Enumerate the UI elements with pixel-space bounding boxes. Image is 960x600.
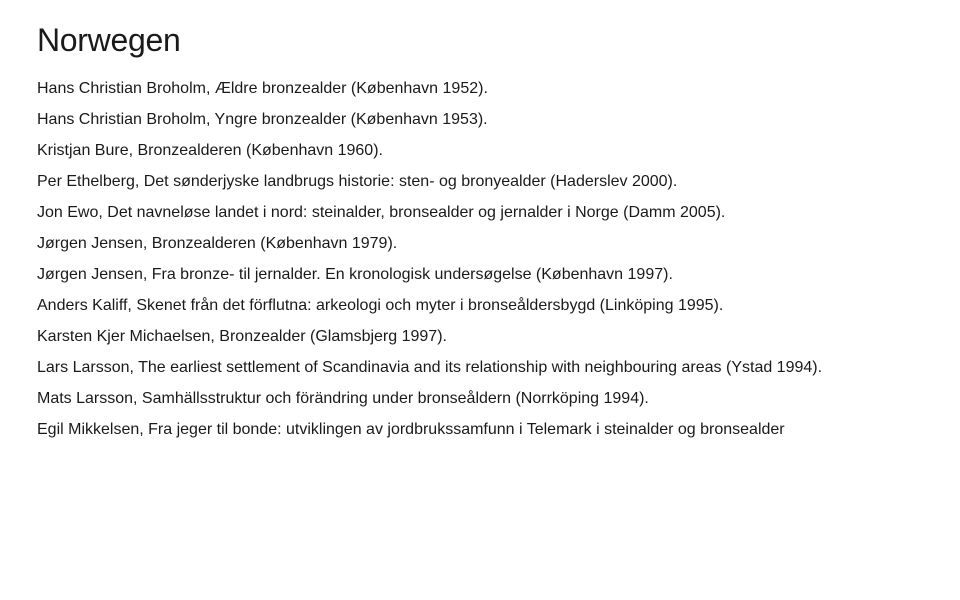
reference-item: Kristjan Bure, Bronzealderen (København 1960). <box>37 142 383 159</box>
reference-item: Mats Larsson, Samhällsstruktur och förändring under bronseåldern (Norrköping 1994). <box>37 390 649 407</box>
reference-item: Jørgen Jensen, Bronzealderen (København 1979). <box>37 235 398 252</box>
reference-item: Karsten Kjer Michaelsen, Bronzealder (Glamsbjerg 1997). <box>37 328 447 345</box>
reference-item: Anders Kaliff, Skenet från det förflutna: arkeologi och myter i bronseåldersbygd (Linköping 1995). <box>37 297 724 314</box>
reference-item: Hans Christian Broholm, Ældre bronzealder (København 1952). <box>37 80 488 97</box>
reference-item: Hans Christian Broholm, Yngre bronzealder (København 1953). <box>37 111 488 128</box>
reference-item: Per Ethelberg, Det sønderjyske landbrugs historie: sten- og bronyealder (Haderslev 2000). <box>37 173 678 190</box>
page-title: Norwegen <box>37 22 181 58</box>
reference-list <box>37 76 927 448</box>
reference-item: Egil Mikkelsen, Fra jeger til bonde: utviklingen av jordbrukssamfunn i Telemark i steinalder og bronsealder <box>37 421 785 438</box>
reference-item: Lars Larsson, The earliest settlement of Scandinavia and its relationship with neighbouring areas (Ystad 1994). <box>37 359 823 376</box>
reference-item: Jon Ewo, Det navneløse landet i nord: steinalder, bronsealder og jernalder i Norge (Damm 2005). <box>37 204 726 221</box>
reference-item: Jørgen Jensen, Fra bronze- til jernalder. En kronologisk undersøgelse (København 1997). <box>37 266 673 283</box>
